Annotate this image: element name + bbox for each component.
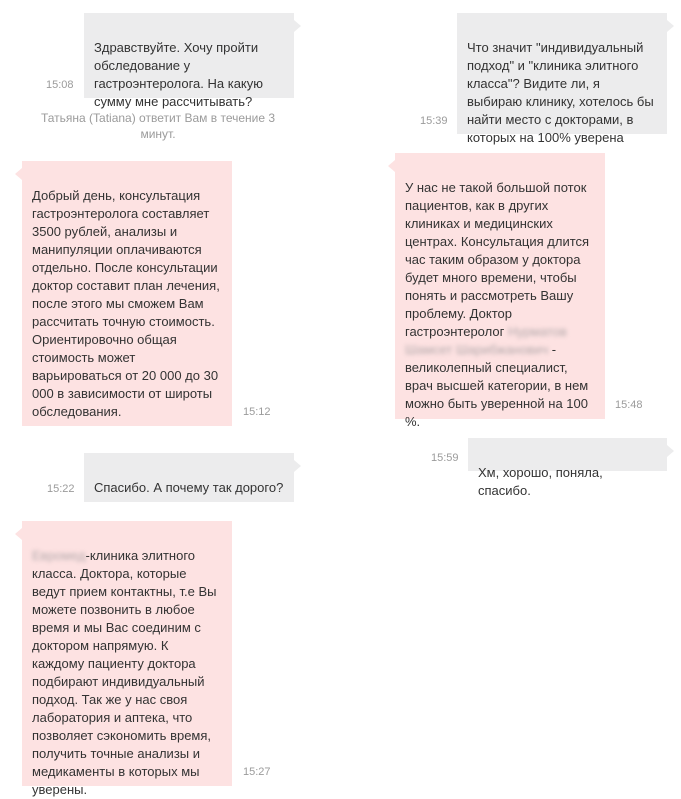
message-text: Спасибо. А почему так дорого? — [94, 480, 284, 495]
message-bubble-incoming — [22, 161, 232, 426]
message-bubble-incoming — [395, 153, 605, 429]
message-time: 15:12 — [243, 406, 271, 418]
message-time: 15:27 — [243, 766, 271, 778]
message-text: -клиника элитного класса. Доктора, которые ведут прием контактны, т.е Вы можете позвонить в любое время и мы Вас соединим с доктором напрямую. К каждому пациенту доктора подбирают индивидуальный подход. Так же у нас своя лаборатория и аптека, что позволяет сэкономить время, получить точные анализы и медикаменты в которых мы уверены. — [32, 548, 217, 797]
message-bubble-outgoing — [468, 438, 667, 498]
redacted-doctor-name: Нурматов Шамсет Шарибжанович — [405, 324, 567, 357]
message-time: 15:08 — [46, 79, 74, 91]
message-text: Здравствуйте. Хочу пройти обследование у гастроэнтеролога. На какую сумму мне рассчитывать? — [94, 40, 264, 109]
message-text: Хм, хорошо, поняла, спасибо. — [478, 465, 603, 498]
redacted-clinic-name: Евромед — [32, 548, 86, 563]
message-bubble-incoming — [22, 521, 232, 797]
reply-time-notice: Татьяна (Tatiana) ответит Вам в течение 3 минут. — [40, 111, 276, 141]
message-bubble-outgoing — [457, 13, 667, 145]
message-time: 15:48 — [615, 399, 643, 411]
message-bubble-outgoing — [84, 13, 294, 109]
message-text: Добрый день, консультация гастроэнтеролога составляет 3500 рублей, анализы и манипуляции оплачиваются отдельно. После консультации доктор составит план лечения, после этого мы сможем Вам рассчитать точную стоимость. Ориентировочно общая стоимость может варьироваться от 20 000 до 30 000 в зависимости от широты обследования. — [32, 188, 220, 419]
message-text: - великолепный специалист, врач высшей категории, в нем можно быть уверенной на 100 %. — [405, 342, 589, 429]
message-text: У нас не такой большой поток пациентов, как в других клиниках и медицинских центрах. Консультация длится час таким образом у доктора будет много времени, чтобы понять и рассмотреть Вашу проблему. Доктор гастроэнтеролог — [405, 180, 590, 339]
message-bubble-outgoing — [84, 453, 294, 502]
message-time: 15:39 — [420, 115, 448, 127]
message-time: 15:59 — [431, 452, 459, 464]
message-time: 15:22 — [47, 483, 75, 495]
message-text: Что значит "индивидуальный подход" и "клиника элитного класса"? Видите ли, я выбираю клинику, хотелось бы найти место с докторами, в которых на 100% уверена — [467, 40, 654, 145]
